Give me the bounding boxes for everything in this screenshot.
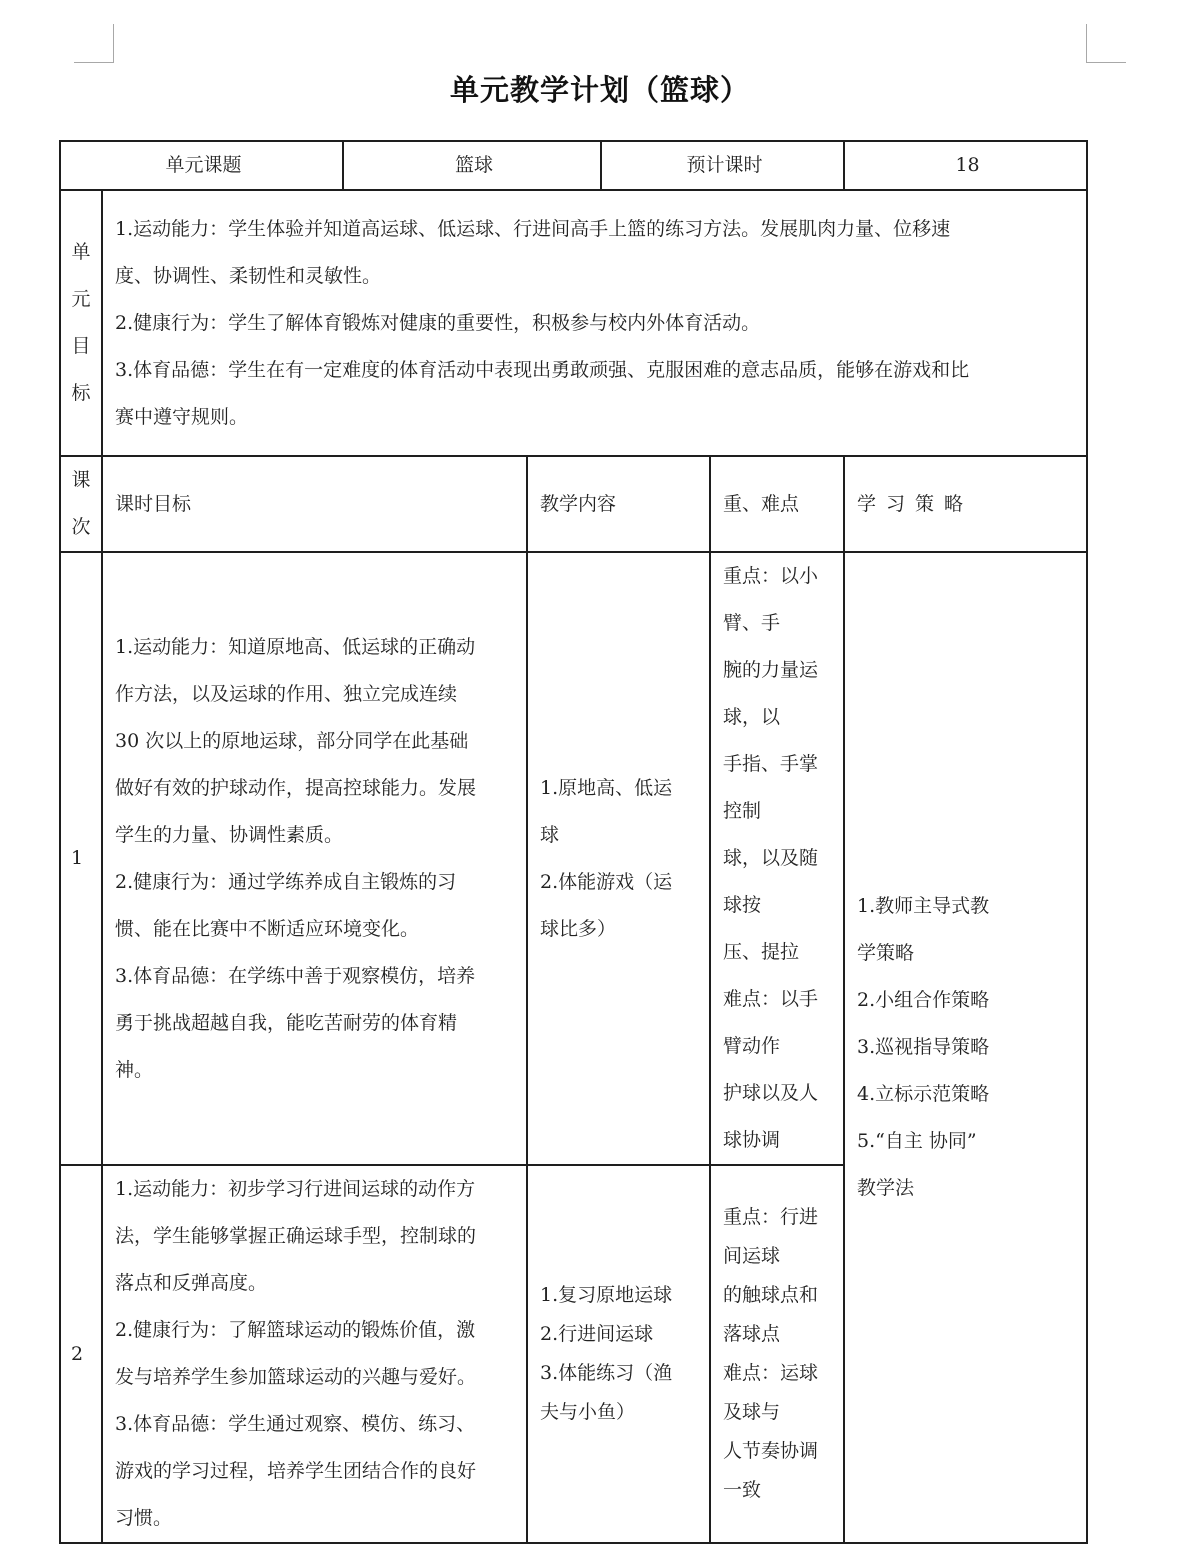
objective-line: 法，学生能够掌握正确运球手型，控制球的 <box>115 1225 477 1247</box>
lesson-header-char: 次 <box>71 516 91 538</box>
margin-mark-right-horizontal <box>1086 62 1126 63</box>
objective-line: 2.健康行为：了解篮球运动的锻炼价值，激 <box>115 1319 476 1341</box>
document-title: 单元教学计划（篮球） <box>449 73 750 107</box>
objective-header: 课时目标 <box>102 456 527 552</box>
unit-topic-value: 篮球 <box>343 141 601 190</box>
objective-line: 1.运动能力：初步学习行进间运球的动作方 <box>115 1178 476 1200</box>
objective-line: 30 次以上的原地运球，部分同学在此基础 <box>115 729 469 752</box>
key-point-line: 人节奏协调一致 <box>723 1440 819 1501</box>
content-line: 1.原地高、低运 <box>540 776 673 799</box>
key-point-line: 球，以及随球按 <box>723 847 819 916</box>
unit-goal-label <box>60 190 102 456</box>
content-line: 2.行进间运球 <box>540 1323 654 1345</box>
lesson-number: 2 <box>60 1165 102 1543</box>
strategy-line: 2.小组合作策略 <box>857 989 990 1011</box>
unit-goal-row <box>60 190 1087 456</box>
learning-strategy <box>844 552 1087 1543</box>
objective-line: 做好有效的护球动作，提高控球能力。发展 <box>115 776 477 799</box>
lesson-row-1 <box>60 552 1087 1165</box>
content-line: 2.体能游戏（运 <box>540 870 673 893</box>
objective-line: 2.健康行为：通过学练养成自主锻炼的习 <box>115 870 457 893</box>
strategy-line: 1.教师主导式教 <box>857 895 990 917</box>
key-point-line: 的触球点和落球点 <box>723 1284 819 1345</box>
unit-goal-line: 赛中遵守规则。 <box>115 405 249 428</box>
unit-plan-table <box>59 140 1088 1544</box>
column-header-row <box>60 456 1087 552</box>
key-points-header: 重、难点 <box>710 456 844 552</box>
planned-hours-label: 预计课时 <box>601 141 844 190</box>
strategy-line: 5.“自主 协同” <box>857 1130 977 1152</box>
lesson-objective <box>102 552 527 1165</box>
objective-line: 3.体育品德：学生通过观察、模仿、练习、 <box>115 1413 476 1435</box>
objective-line: 发与培养学生参加篮球运动的兴趣与爱好。 <box>115 1366 477 1388</box>
content-line: 1.复习原地运球 <box>540 1284 673 1306</box>
strategy-header: 学习策略 <box>844 456 1087 552</box>
key-point-line: 难点：运球及球与 <box>723 1362 819 1423</box>
unit-goal-line: 度、协调性、柔韧性和灵敏性。 <box>115 264 382 287</box>
content-line: 球 <box>540 823 560 846</box>
objective-line: 作方法，以及运球的作用、独立完成连续 <box>115 682 458 705</box>
objective-line: 勇于挑战超越自我，能吃苦耐劳的体育精 <box>115 1011 458 1034</box>
objective-line: 惯、能在比赛中不断适应环境变化。 <box>115 917 420 940</box>
key-point-line: 难点：以手臂动作 <box>723 988 819 1057</box>
strategy-line: 3.巡视指导策略 <box>857 1036 990 1058</box>
key-point-line: 重点：行进间运球 <box>723 1206 819 1267</box>
key-point-line: 压、提拉 <box>723 941 800 963</box>
header-row <box>60 141 1087 190</box>
objective-line: 落点和反弹高度。 <box>115 1272 268 1294</box>
objective-line: 习惯。 <box>115 1507 173 1529</box>
content-header: 教学内容 <box>527 456 710 552</box>
objective-line: 游戏的学习过程，培养学生团结合作的良好 <box>115 1460 477 1482</box>
lesson-number-header <box>60 456 102 552</box>
planned-hours-value: 18 <box>844 141 1087 190</box>
unit-goal-line: 3.体育品德：学生在有一定难度的体育活动中表现出勇敢顽强、克服困难的意志品质，能够在游戏和比 <box>115 358 970 381</box>
objective-line: 神。 <box>115 1058 154 1081</box>
lesson-content <box>527 1165 710 1543</box>
strategy-line: 学策略 <box>857 942 915 964</box>
lesson-key-points <box>710 1165 844 1543</box>
key-point-line: 护球以及人球协调 <box>723 1082 819 1151</box>
content-line: 球比多） <box>540 917 617 940</box>
margin-mark-left-horizontal <box>74 62 114 63</box>
unit-goal-label-char: 标 <box>71 382 91 404</box>
unit-goal-content <box>102 190 1087 456</box>
lesson-content <box>527 552 710 1165</box>
unit-topic-label: 单元课题 <box>60 141 343 190</box>
content-line: 3.体能练习（渔 <box>540 1362 673 1384</box>
unit-goal-line: 1.运动能力：学生体验并知道高运球、低运球、行进间高手上篮的练习方法。发展肌肉力量、位移速 <box>115 217 951 240</box>
strategy-line: 4.立标示范策略 <box>857 1083 990 1105</box>
unit-goal-label-char: 单 <box>71 241 91 263</box>
key-point-line: 手指、手掌控制 <box>723 753 819 822</box>
lesson-number: 1 <box>60 552 102 1165</box>
margin-mark-right-vertical <box>1086 24 1087 63</box>
content-line: 夫与小鱼） <box>540 1401 636 1423</box>
key-point-line: 腕的力量运球，以 <box>723 659 819 728</box>
unit-goal-line: 2.健康行为：学生了解体育锻炼对健康的重要性，积极参与校内外体育活动。 <box>115 311 761 334</box>
unit-goal-label-char: 元 <box>71 288 91 310</box>
lesson-objective <box>102 1165 527 1543</box>
lesson-header-char: 课 <box>71 469 91 491</box>
key-point-line: 重点：以小臂、手 <box>723 565 819 634</box>
strategy-line: 教学法 <box>857 1177 915 1199</box>
lesson-key-points <box>710 552 844 1165</box>
margin-mark-left-vertical <box>113 24 114 63</box>
unit-goal-label-char: 目 <box>71 335 91 357</box>
objective-line: 1.运动能力：知道原地高、低运球的正确动 <box>115 635 476 658</box>
objective-line: 3.体育品德：在学练中善于观察模仿，培养 <box>115 964 476 987</box>
objective-line: 学生的力量、协调性素质。 <box>115 823 344 846</box>
